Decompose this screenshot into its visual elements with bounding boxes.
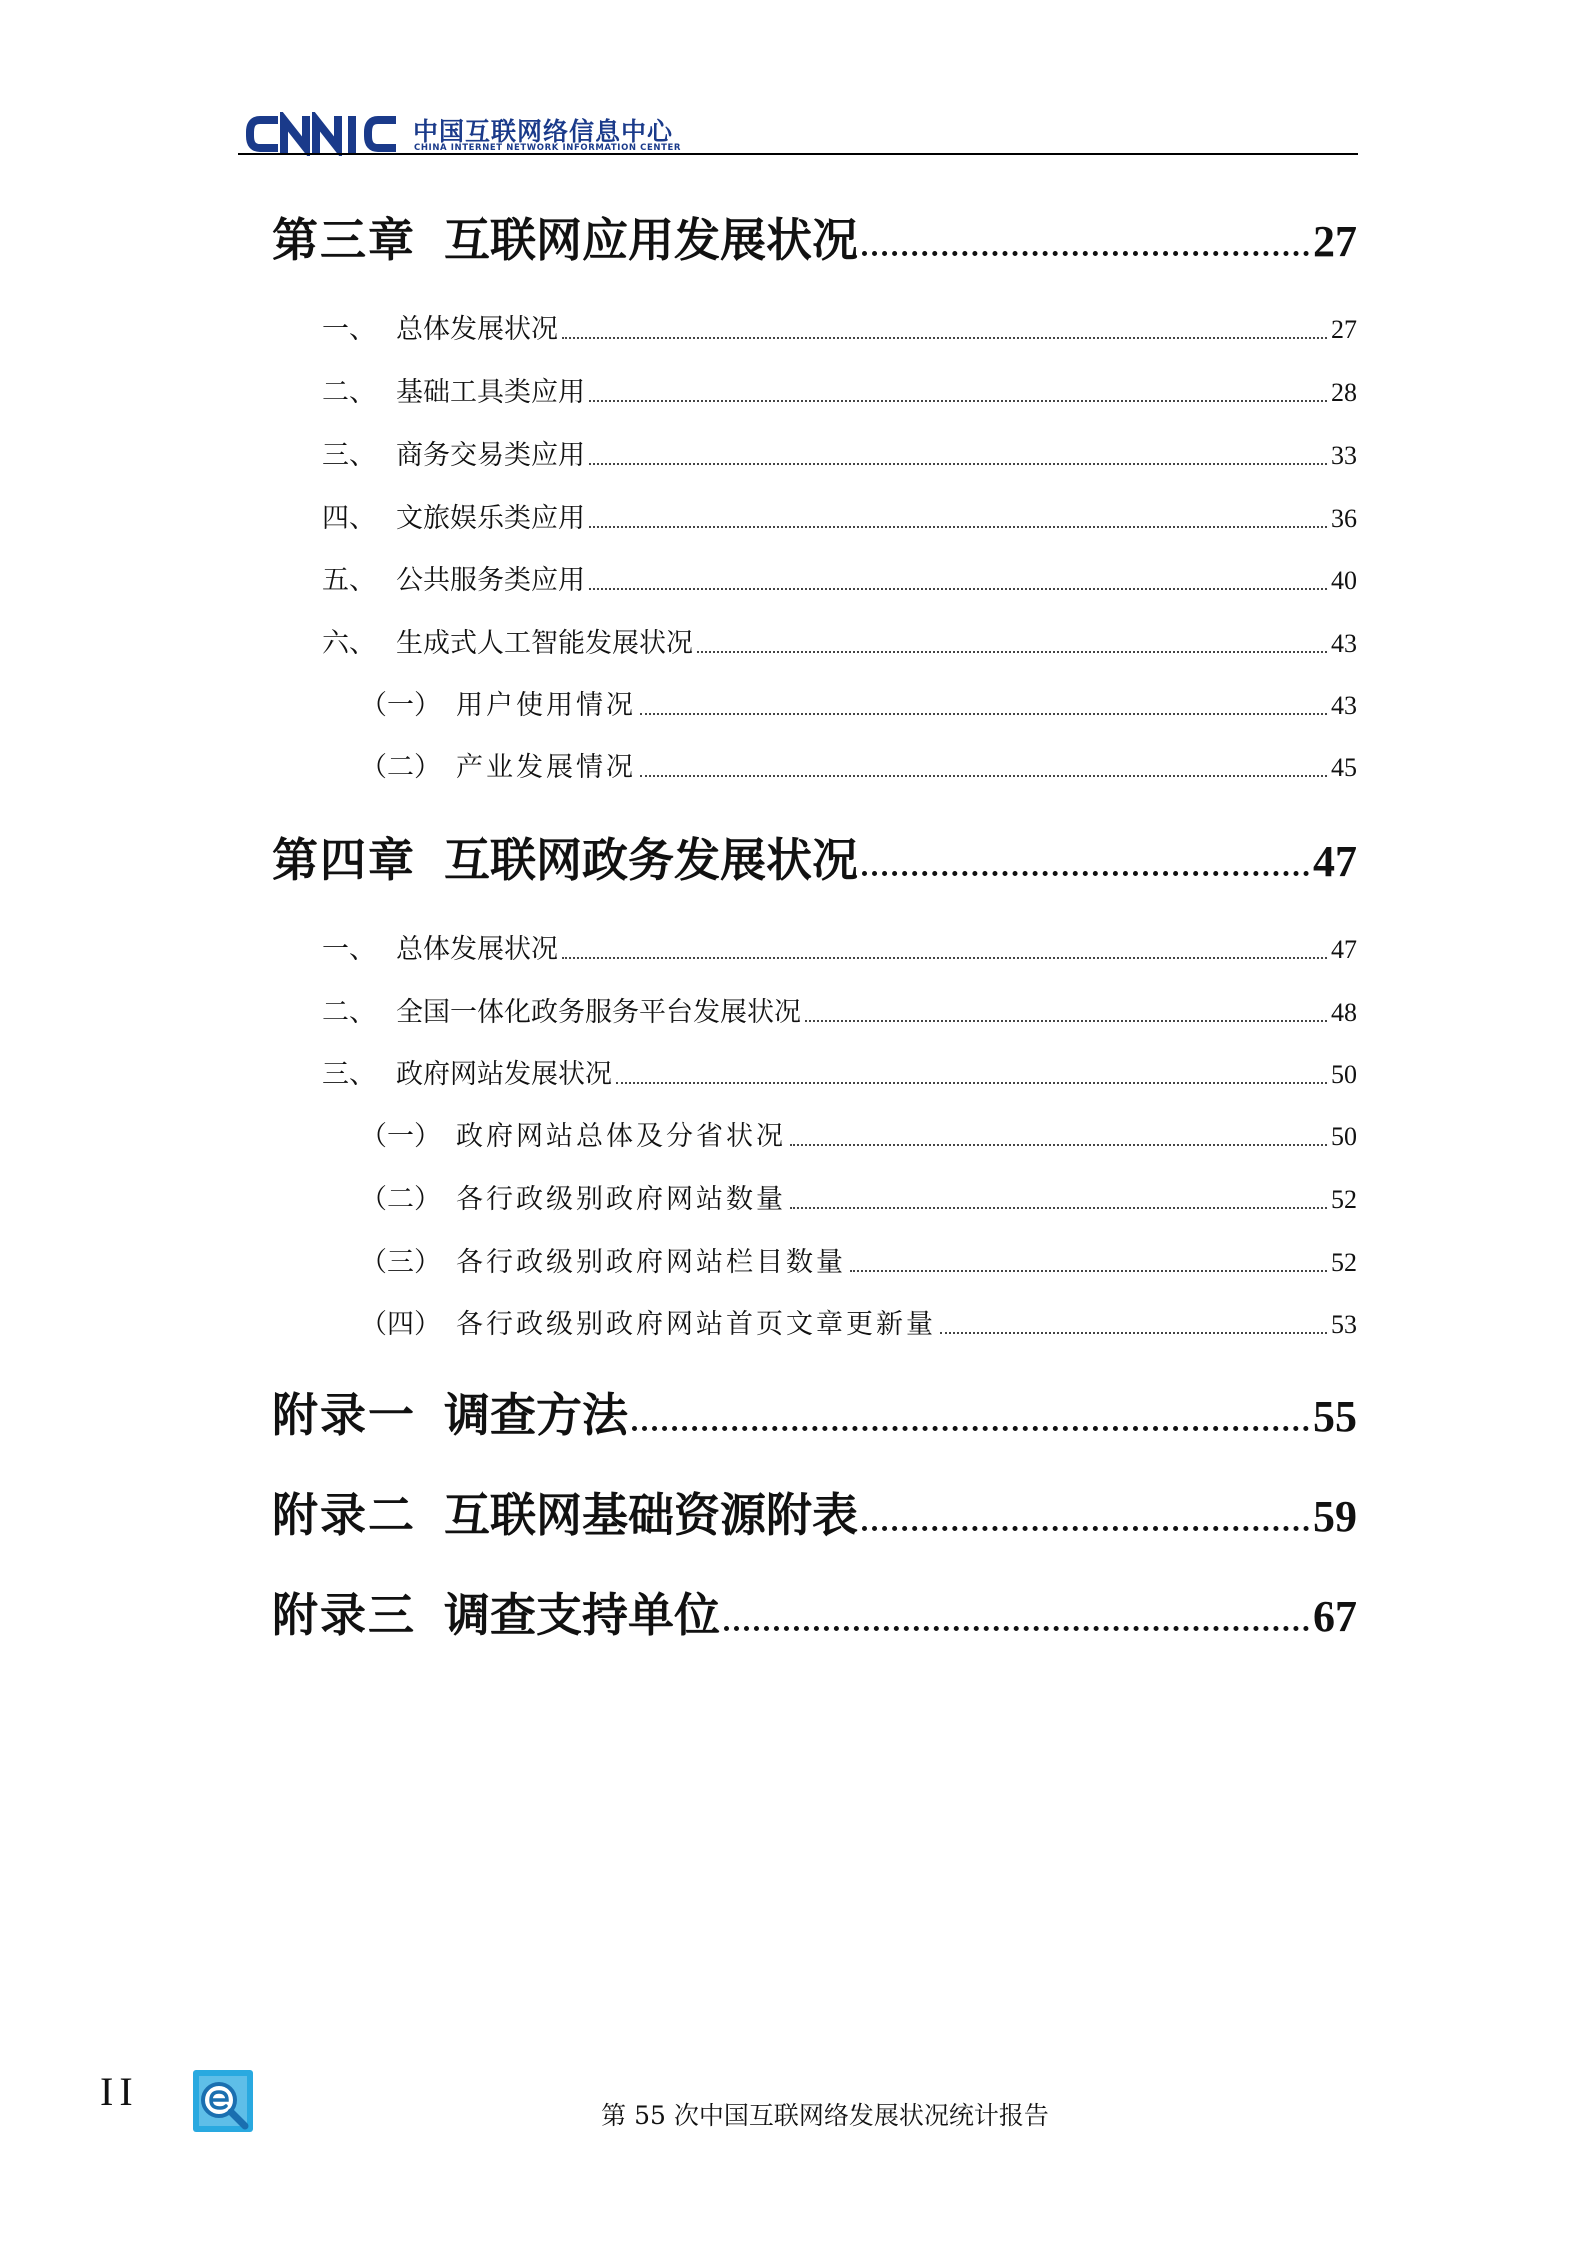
item-title: 全国一体化政务服务平台发展状况 [396,997,801,1028]
appendix-label: 附录一 [272,1388,416,1442]
toc-chapter-3[interactable] [272,204,1357,270]
item-index: 二、 [322,377,376,408]
toc-item[interactable] [322,307,1357,346]
dot-leader [862,1526,1309,1531]
chapter-title: 互联网政务发展状况 [444,833,858,887]
org-name-en: CHINA INTERNET NETWORK INFORMATION CENTER [414,143,682,153]
toc-item[interactable] [322,433,1357,472]
item-index: （二） [360,1184,441,1215]
dot-leader [640,775,1327,777]
item-index: 二、 [322,997,376,1028]
item-index: （二） [360,752,441,783]
item-title: 各行政级别政府网站数量 [456,1184,786,1215]
toc-subitem[interactable] [360,1114,1357,1153]
item-index: 四、 [322,503,376,534]
toc-item[interactable] [322,990,1357,1029]
appendix-title: 调查支持单位 [444,1588,720,1642]
appendix-label: 附录三 [272,1588,416,1642]
toc-subitem[interactable] [360,1177,1357,1216]
item-title: 产业发展情况 [456,752,636,783]
dot-leader [562,337,1327,339]
page-number: 48 [1331,998,1357,1027]
page-number: 33 [1331,441,1357,470]
dot-leader [589,463,1327,465]
page-number: 53 [1331,1310,1357,1339]
item-title: 总体发展状况 [396,934,558,965]
toc-item[interactable] [322,621,1357,660]
item-index: （一） [360,1121,441,1152]
dot-leader [562,957,1327,959]
item-index: 三、 [322,440,376,471]
dot-leader [724,1626,1309,1631]
item-title: 总体发展状况 [396,314,558,345]
page-number: 52 [1331,1248,1357,1277]
dot-leader [589,588,1327,590]
page-number: 27 [1331,315,1357,344]
dot-leader [640,713,1327,715]
item-index: 五、 [322,565,376,596]
item-title: 文旅娱乐类应用 [396,503,585,534]
toc-item[interactable] [322,1052,1357,1091]
dot-leader [616,1082,1327,1084]
appendix-title: 调查方法 [444,1388,628,1442]
page-number: 50 [1331,1060,1357,1089]
item-title: 用户使用情况 [456,690,636,721]
dot-leader [589,400,1327,402]
dot-leader [940,1332,1327,1334]
page-number: 47 [1331,935,1357,964]
toc-appendix-1[interactable] [272,1379,1357,1445]
dot-leader [697,651,1327,653]
dot-leader [805,1020,1327,1022]
chapter-label: 第三章 [272,213,416,267]
org-name-cn: 中国互联网络信息中心 [413,117,674,146]
page-number: 59 [1313,1492,1357,1541]
item-title: 生成式人工智能发展状况 [396,628,693,659]
toc-appendix-3[interactable] [272,1579,1357,1645]
toc-chapter-4[interactable] [272,824,1357,890]
page-number: 43 [1331,629,1357,658]
item-index: 一、 [322,314,376,345]
page-number: 40 [1331,566,1357,595]
toc-subitem[interactable] [360,1302,1357,1341]
toc-item[interactable] [322,370,1357,409]
item-title: 政府网站总体及分省状况 [456,1121,786,1152]
item-title: 政府网站发展状况 [396,1059,612,1090]
toc-item[interactable] [322,496,1357,535]
page-number: 52 [1331,1185,1357,1214]
toc-appendix-2[interactable] [272,1479,1357,1545]
dot-leader [862,251,1309,256]
chapter-label: 第四章 [272,833,416,887]
page-number: 50 [1331,1122,1357,1151]
item-index: 六、 [322,628,376,659]
dot-leader [589,526,1327,528]
item-title: 公共服务类应用 [396,565,585,596]
dot-leader [790,1207,1327,1209]
item-title: 基础工具类应用 [396,377,585,408]
appendix-title: 互联网基础资源附表 [444,1488,858,1542]
page-number: 28 [1331,378,1357,407]
page-number: 55 [1313,1392,1357,1441]
toc-subitem[interactable] [360,1240,1357,1279]
dot-leader [790,1144,1327,1146]
chapter-title: 互联网应用发展状况 [444,213,858,267]
page-number: 47 [1313,837,1357,886]
toc-subitem[interactable] [360,745,1357,784]
dot-leader [850,1270,1327,1272]
page-number: 43 [1331,691,1357,720]
item-index: （一） [360,690,441,721]
page-number: 27 [1313,217,1357,266]
toc-item[interactable] [322,927,1357,966]
page-number: 45 [1331,753,1357,782]
toc-item[interactable] [322,558,1357,597]
toc-subitem[interactable] [360,683,1357,722]
dot-leader [862,871,1309,876]
item-index: （三） [360,1247,441,1278]
item-title: 各行政级别政府网站首页文章更新量 [456,1309,936,1340]
page-number: 67 [1313,1592,1357,1641]
dot-leader [632,1426,1309,1431]
item-index: 一、 [322,934,376,965]
item-index: （四） [360,1309,441,1340]
appendix-label: 附录二 [272,1488,416,1542]
item-title: 商务交易类应用 [396,440,585,471]
page-number-roman: II [100,2069,139,2114]
report-title: 第 55 次中国互联网络发展状况统计报告 [601,2101,1049,2130]
item-title: 各行政级别政府网站栏目数量 [456,1247,846,1278]
page-number: 36 [1331,504,1357,533]
item-index: 三、 [322,1059,376,1090]
